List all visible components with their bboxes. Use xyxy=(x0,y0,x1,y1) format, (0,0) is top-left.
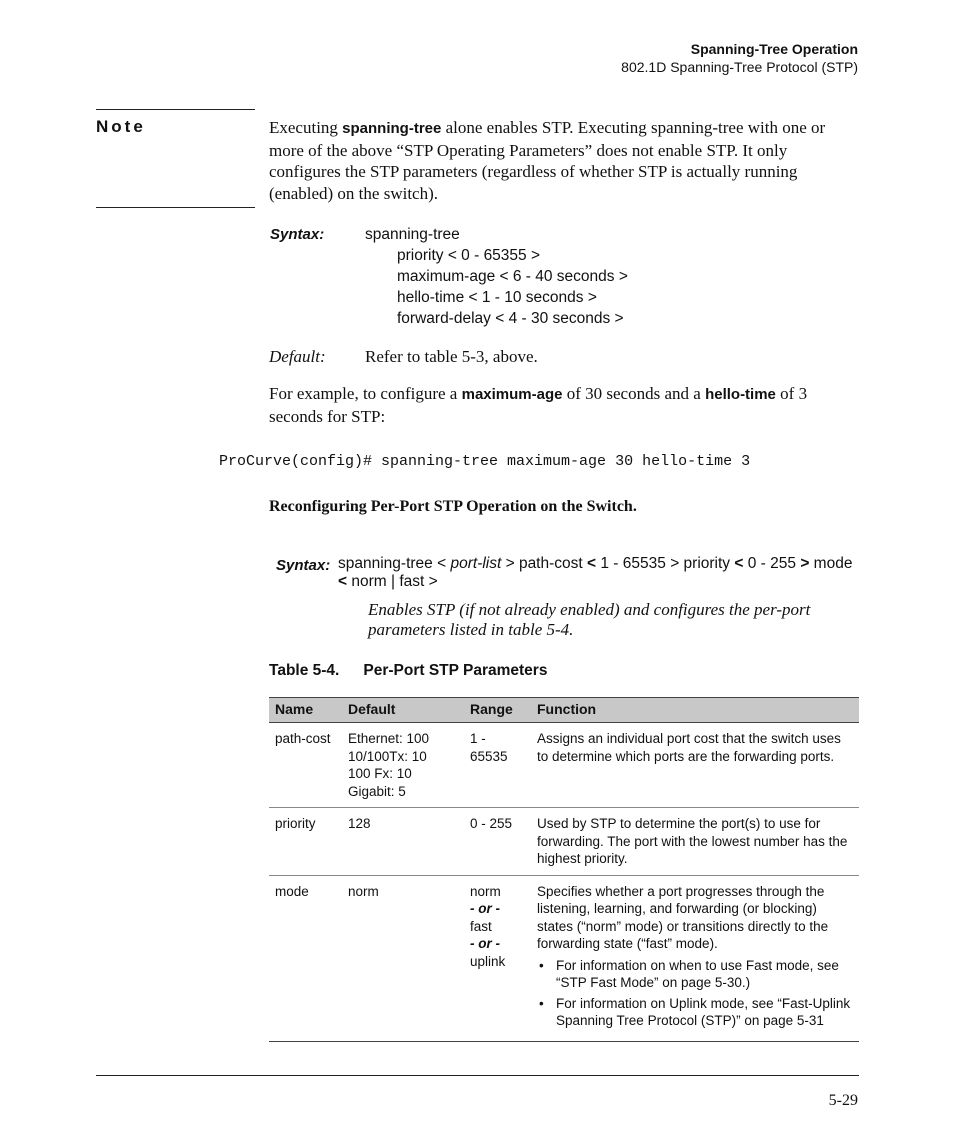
note-body xyxy=(269,117,859,204)
example-bold-maximum-age: maximum-age xyxy=(461,386,563,403)
cell-default xyxy=(342,723,464,808)
table-caption-number: Table 5-4. xyxy=(269,662,340,679)
range-option-uplink: uplink xyxy=(470,953,506,969)
syntax-param-forward-delay: forward-delay < 4 - 30 seconds > xyxy=(397,310,624,327)
syntax2-text-2: > path-cost xyxy=(501,555,588,572)
note-label: Note xyxy=(96,117,146,136)
syntax2-text-5: mode xyxy=(809,555,853,572)
column-header-name: Name xyxy=(269,698,342,723)
syntax-label: Syntax: xyxy=(270,226,325,243)
cell-default-line: 10/100Tx: 10 xyxy=(348,748,427,764)
example-text-2: of 30 seconds and a xyxy=(562,384,706,403)
table-row xyxy=(269,875,859,1041)
syntax2-text-3: 1 - 65535 > priority xyxy=(596,555,735,572)
per-port-stp-parameters-table xyxy=(269,697,859,1042)
cell-default-line: 100 Fx: 10 xyxy=(348,766,412,781)
table-caption xyxy=(269,662,547,680)
running-header-subtitle: 802.1D Spanning-Tree Protocol (STP) xyxy=(621,59,858,75)
function-bullet-list xyxy=(537,957,853,1030)
syntax2-text-4: 0 - 255 xyxy=(743,555,801,572)
note-text-after: alone enables STP. Executing spanning-tree with one or more of the above “STP Operating Parameters” does not enable STP. It only configures the STP parameters (regardless of whether STP is actually running (enabled) on the switch). xyxy=(269,118,826,203)
syntax2-port-list: port-list xyxy=(450,555,502,572)
per-port-syntax-command xyxy=(338,555,858,591)
cell-range: 0 - 255 xyxy=(464,808,531,876)
note-top-rule xyxy=(96,109,255,110)
running-header-title: Spanning-Tree Operation xyxy=(690,41,858,57)
example-bold-hello-time: hello-time xyxy=(705,386,776,403)
syntax2-bracket-1: < xyxy=(587,555,597,572)
bullet-item: • For information on Uplink mode, see “Fast-Uplink Spanning Tree Protocol (STP)” on page 5-31 xyxy=(537,995,853,1030)
cell-name: priority xyxy=(269,808,342,876)
note-bottom-rule xyxy=(96,207,255,208)
cell-default-line: Ethernet: 100 xyxy=(348,731,430,746)
cell-function: Used by STP to determine the port(s) to use for forwarding. The port with the lowest number has the highest priority. xyxy=(531,808,859,876)
example-text-1: For example, to configure a xyxy=(269,384,462,403)
section-heading: Reconfiguring Per-Port STP Operation on the Switch. xyxy=(269,498,637,515)
default-label: Default: xyxy=(269,347,326,366)
cell-default: norm xyxy=(342,875,464,1041)
example-text-3: of 3 seconds for STP: xyxy=(269,384,808,426)
cell-function xyxy=(531,875,859,1041)
table-header-row xyxy=(269,698,859,723)
per-port-syntax-label: Syntax: xyxy=(276,557,331,574)
cell-function-text: Specifies whether a port progresses through the listening, learning, and forwarding (or blocking) states (“norm” mode) or transitions directly to the forwarding state (“fast” mode). xyxy=(537,883,829,951)
cell-range xyxy=(464,875,531,1041)
syntax-command: spanning-tree xyxy=(365,226,460,243)
cell-name: mode xyxy=(269,875,342,1041)
syntax2-bracket-4: < xyxy=(338,573,348,590)
column-header-default: Default xyxy=(342,698,464,723)
table-row xyxy=(269,808,859,876)
column-header-range: Range xyxy=(464,698,531,723)
range-option-fast: fast xyxy=(470,918,492,934)
cell-default-line: Gigabit: 5 xyxy=(348,783,406,799)
page-number: 5-29 xyxy=(828,1092,858,1109)
example-paragraph xyxy=(269,383,859,427)
column-header-function: Function xyxy=(531,698,859,723)
footer-rule xyxy=(96,1075,859,1076)
syntax-param-hello-time: hello-time < 1 - 10 seconds > xyxy=(397,289,597,306)
range-or-separator: - or - xyxy=(470,901,500,916)
note-text-bold: spanning-tree xyxy=(342,120,442,137)
cell-range: 1 - 65535 xyxy=(464,723,531,808)
table-row xyxy=(269,723,859,808)
syntax2-bracket-3: > xyxy=(800,555,810,572)
syntax-param-priority: priority < 0 - 65355 > xyxy=(397,247,541,264)
default-value: Refer to table 5-3, above. xyxy=(365,347,538,366)
note-text-before: Executing xyxy=(269,118,343,137)
cell-name: path-cost xyxy=(269,723,342,808)
syntax-param-maximum-age: maximum-age < 6 - 40 seconds > xyxy=(397,268,628,285)
range-option-norm: norm xyxy=(470,883,501,899)
bullet-item: • For information on when to use Fast mode, see “STP Fast Mode” on page 5-30.) xyxy=(537,957,853,992)
example-command-line: ProCurve(config)# spanning-tree maximum-age 30 hello-time 3 xyxy=(219,453,751,470)
per-port-syntax-description: Enables STP (if not already enabled) and configures the per-port parameters listed in table 5-4. xyxy=(368,600,811,639)
syntax2-text-1: spanning-tree < xyxy=(338,555,451,572)
cell-default: 128 xyxy=(342,808,464,876)
table-caption-title: Per-Port STP Parameters xyxy=(363,662,548,679)
range-or-separator: - or - xyxy=(470,936,500,951)
syntax2-text-6: norm | fast > xyxy=(347,573,438,590)
cell-function: Assigns an individual port cost that the switch uses to determine which ports are the forwarding ports. xyxy=(531,723,859,808)
syntax2-bracket-2: < xyxy=(734,555,744,572)
